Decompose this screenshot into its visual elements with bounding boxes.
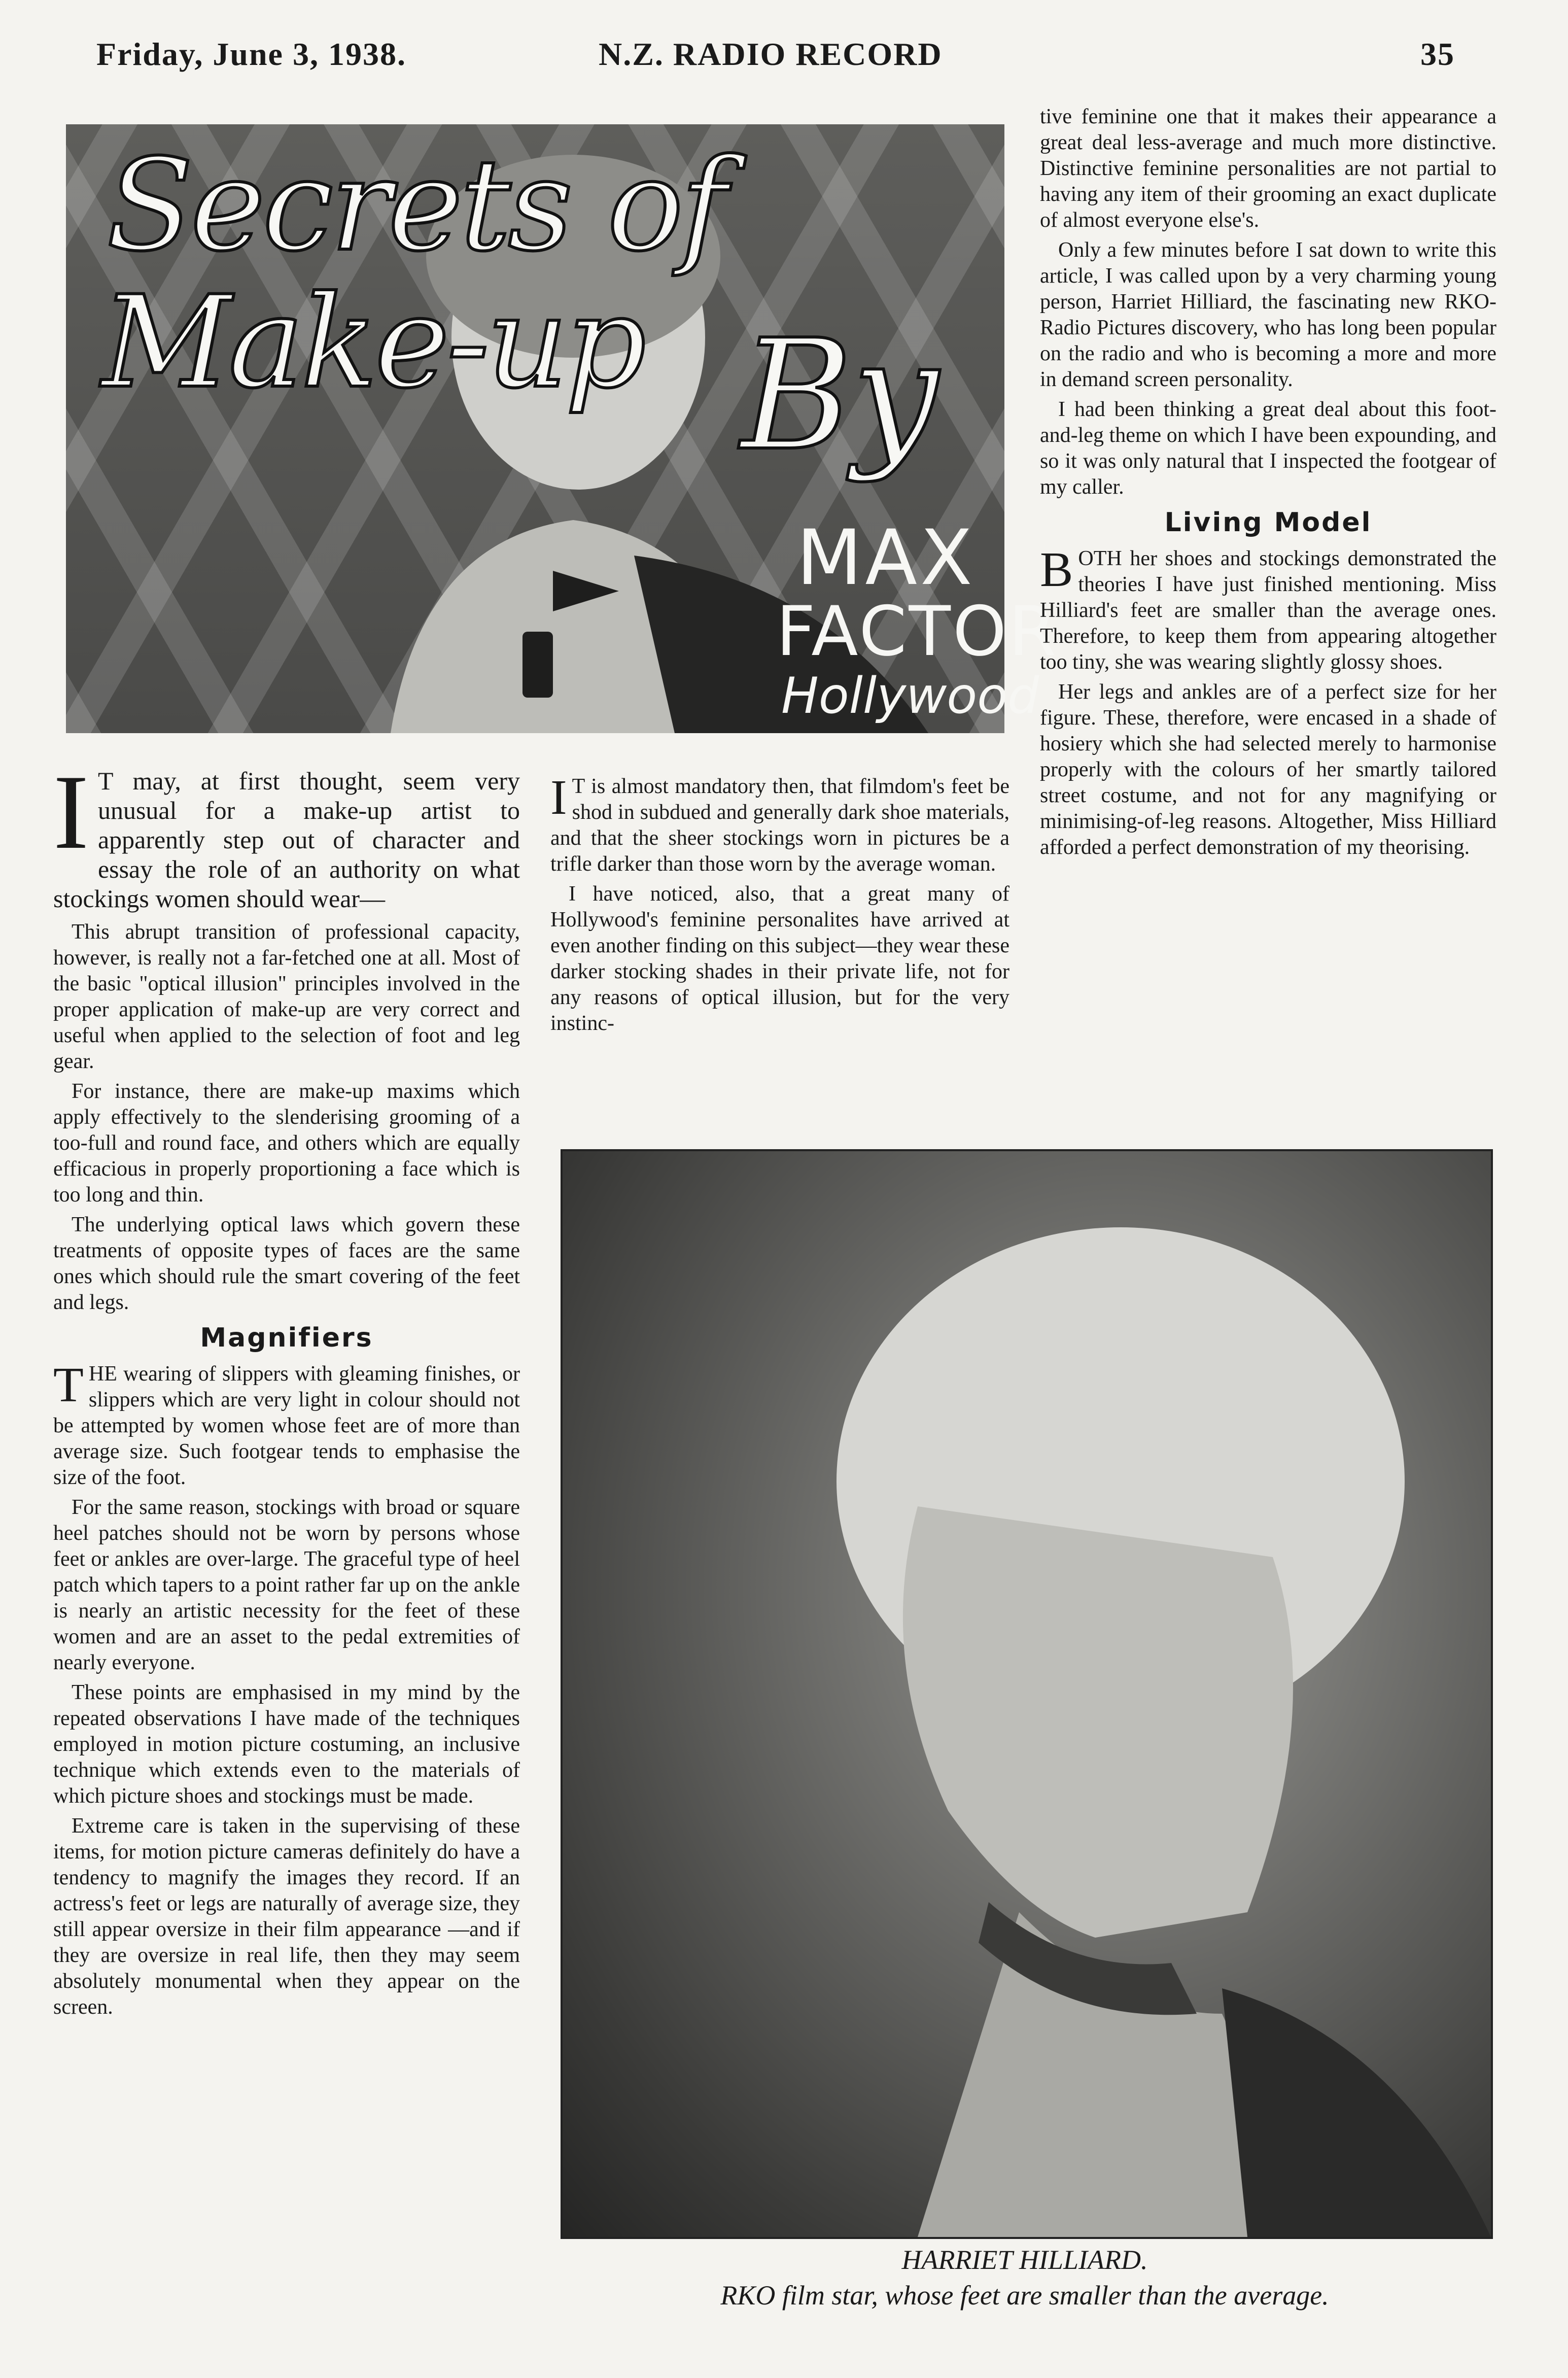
col3-paragraph-2: Only a few minutes before I sat down to write this article, I was called upon by a very charming young person, Harriet Hilliard, the fascinating new RKO-Radio Pictures discovery, who has long been popular on the radio and who is becoming a more and more in demand screen personality. xyxy=(1040,238,1496,391)
photo-caption-line1: HARRIET HILLIARD. xyxy=(901,2245,1148,2275)
profile-portrait xyxy=(563,1151,1491,2237)
article-column-1 xyxy=(53,753,520,2024)
col3-paragraph-1: tive feminine one that it makes their appearance a great deal less-average and much more distinctive. Distinctive feminine personalities are not partial to having any item of their grooming an exact duplicate of almost everyone else's. xyxy=(1040,105,1496,232)
col1-paragraph-4-text: HE wearing of slippers with gleaming finishes, or slippers which are very light in colour should not be attempted by women whose feet are of more than average size. Such footgear tends to emphasise the size of the foot. xyxy=(53,1362,520,1489)
dropcap-i: I xyxy=(53,753,89,871)
banner-author-line2: FACTOR xyxy=(776,592,1059,671)
harriet-hilliard-photo xyxy=(561,1149,1493,2239)
article-lead-text: T may, at first thought, seem very unusual for a make-up artist to apparently step out of character and essay the role of an authority on what stockings women should wear— xyxy=(53,767,520,913)
col3-paragraph-4-text: OTH her shoes and stockings demonstrated the theories I have just finished mentioning. Miss Hilliard's feet are smaller than the average ones. Therefore, to keep them from appearing altogether too tiny, she was wearing slightly glossy shoes. xyxy=(1040,547,1496,674)
banner-title-line2: Make-up xyxy=(101,268,643,416)
publication-name: N.Z. RADIO RECORD xyxy=(599,36,943,72)
dropcap-b: B xyxy=(1040,542,1073,597)
banner-author-line3: Hollywood xyxy=(781,667,1039,725)
issue-date: Friday, June 3, 1938. xyxy=(96,36,406,72)
article-column-3 xyxy=(1040,104,1496,865)
col1-paragraph-5: For the same reason, stockings with broad or square heel patches should not be worn by persons whose feet or ankles are over-large. The graceful type of heel patch which tapers to a point rather far up on the ankle is nearly an artistic necessity for the feet of these women and are an asset to the pedal extremities of nearly everyone. xyxy=(53,1496,520,1674)
dropcap-i-col2: I xyxy=(550,770,567,825)
subhead-magnifiers: Magnifiers xyxy=(200,1323,373,1353)
col1-paragraph-1: This abrupt transition of professional capacity, however, is really not a far-fetched one at all. Most of the basic "optical illusion" principles involved in the proper application of make-up are very correct and useful when applied to the selection of foot and leg gear. xyxy=(53,920,520,1073)
banner-title-line1: Secrets of xyxy=(107,131,724,279)
article-column-2 xyxy=(550,770,1009,1041)
col2-paragraph-2: I have noticed, also, that a great many of Hollywood's feminine personalites have arrived at even another finding on this subject—they wear these darker stocking shades in their private life, not for any reasons of optical illusion, but for the very instinc- xyxy=(550,882,1009,1035)
dropcap-t: T xyxy=(53,1358,84,1412)
banner-by: By xyxy=(741,307,938,484)
subhead-living-model: Living Model xyxy=(1164,507,1372,538)
col3-paragraph-4 xyxy=(1040,542,1496,675)
article-lead xyxy=(53,753,520,913)
page-number: 35 xyxy=(1420,36,1455,72)
banner-image xyxy=(66,124,1059,733)
col1-paragraph-4 xyxy=(53,1358,520,1491)
photo-caption-line2: RKO film star, whose feet are smaller than the average. xyxy=(720,2280,1329,2311)
col1-paragraph-2: For instance, there are make-up maxims which apply effectively to the slenderising grooming of a too-full and round face, and others which are equally efficacious in properly proportioning a face which is too long and thin. xyxy=(53,1080,520,1207)
col1-paragraph-3: The underlying optical laws which govern these treatments of opposite types of faces are the same ones which should rule the smart covering of the feet and legs. xyxy=(53,1213,520,1314)
col1-paragraph-7: Extreme care is taken in the supervising of these items, for motion picture cameras definitely do have a tendency to magnify the images they record. If an actress's feet or legs are naturally of average size, they still appear oversize in their film appearance —and if they are oversize in real life, then they may seem absolutely monumental when they appear on the screen. xyxy=(53,1814,520,2019)
col3-paragraph-5: Her legs and ankles are of a perfect size for her figure. These, therefore, were encased in a shade of hosiery which she had selected merely to harmonise properly with the colours of her smartly tailored street costume, and not for any magnifying or minimising-of-leg reasons. Altogether, Miss Hilliard afforded a perfect demonstration of my theorising. xyxy=(1040,680,1496,859)
col2-paragraph-1 xyxy=(550,770,1009,877)
banner-author-line1: MAX xyxy=(796,514,975,602)
col1-paragraph-6: These points are emphasised in my mind by the repeated observations I have made of the techniques employed in motion picture costuming, an inclusive technique which extends even to the materials of which picture shoes and stockings must be made. xyxy=(53,1681,520,1808)
col3-paragraph-3: I had been thinking a great deal about this foot-and-leg theme on which I have been expounding, and so it was only natural that I inspected the footgear of my caller. xyxy=(1040,398,1496,499)
col2-paragraph-1-text: T is almost mandatory then, that filmdom's feet be shod in subdued and generally dark shoe materials, and that the sheer stockings worn in pictures be a trifle darker than those worn by the average woman. xyxy=(550,775,1009,876)
